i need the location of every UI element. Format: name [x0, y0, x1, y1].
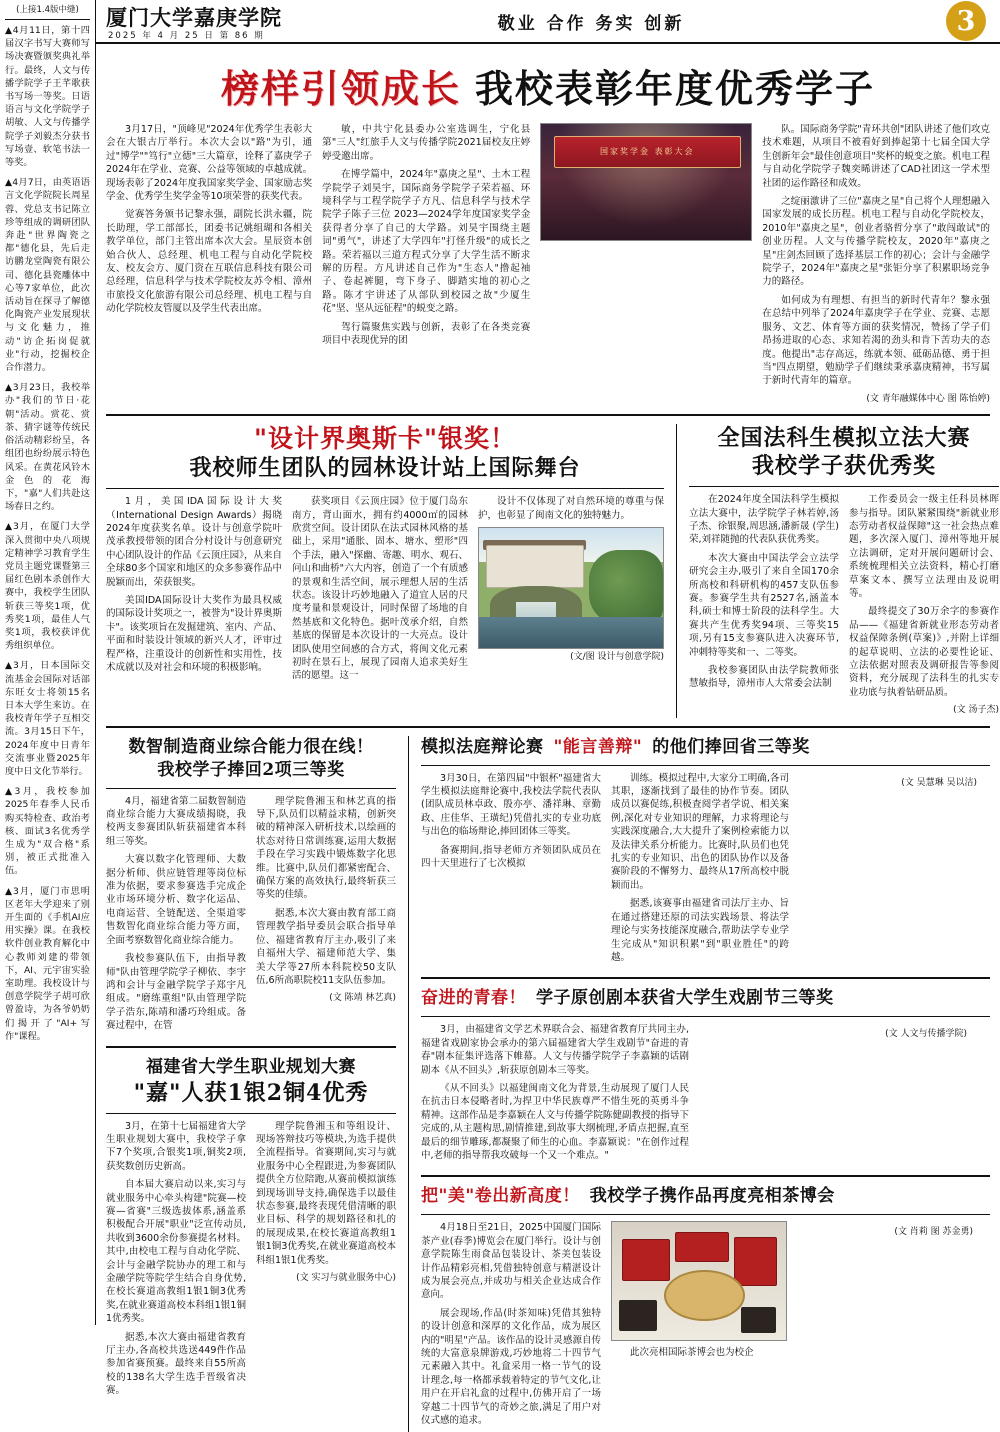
paragraph: 之绽丽激讲了三位"嘉庚之星"自己将个人理想融入国家发展的成长历程。机电工程与自动化学院校友，2010年"嘉庚之星"，创业者骆哲分享了"敢闯敢试"的创业历程。人文与传播学院校友，2020年"嘉庚之星"庄剑杰回顾了选择基层工作的初心；会计与金融学院学子，2024年"嘉庚之星"张钜分享了积累职场竞争力的路径。 — [762, 196, 990, 288]
brief-item: ▲3月23日，我校举办"我们的节日·花朝"活动。赏花、赏茶、猜字谜等传统民俗活动精彩纷呈，各组团也纷纷展示特色风采。在黄花风铃木金色的花海下，"嘉"人们共赴这场春日之约。 — [5, 382, 90, 513]
brief-item: ▲3月，厦门市思明区老年大学迎来了别开生面的《手机AI应用实操》课。在我校软件创业教育解化中心教师刘建的带领下，AI、元宇宙实验室助理。我校设计与创意学院学子胡可欣曾盈诗，为各爷奶奶们揭开了"AI+写作"课程。 — [5, 885, 90, 1042]
section-divider — [106, 726, 990, 728]
section-divider — [421, 1175, 990, 1177]
right-stack — [408, 736, 990, 1432]
byline: (文 青年融媒体中心 图 陈怡婷) — [866, 393, 990, 404]
paragraph: 此次亮相国际茶博会也为校企 — [630, 1347, 754, 1359]
brief-item: ▲3月，我校参加2025年春季人民币购买特检查、政治考核、面试3名优秀学生成为"双合格"系别，被正式批准入伍。 — [5, 786, 90, 877]
design-title-red: "设计界奥斯卡"银奖！ — [253, 424, 517, 454]
brief-item: ▲3月，在厦门大学深入贯彻中央八项规定精神学习教育学生党员主题党课暨第三届红色剧本杀创作大赛中，我校学生团队斩获三等奖1项，优秀奖1项，最佳人气奖1项，我校获评优秀组织单位。 — [5, 521, 90, 652]
paragraph: 最终提交了30万余字的参赛作品——《福建省新就业形态劳动者权益保障条例(草案)》,并附上详细的起草说明、立法的必要性论证、立法依据对照表及调研报告等参阅资料，充分展现了法科生的扎实专业功底与执着钻研品质。 — [849, 606, 999, 698]
section-divider — [421, 977, 990, 979]
paragraph: 敏，中共宁化县委办公室选调生，宁化县第"三人"红旅手人文与传播学院2021届校友庄婷婷受邀出席。 — [322, 124, 531, 162]
youth-column-1 — [421, 1023, 689, 1167]
paragraph: 4月18日至21日，2025中国厦门国际茶产业(春季)博览会在厦门举行。设计与创意学院陈生雨食品包装设计、茶美包装设计作品精彩亮相,凭借独特创意与精湛设计成为展会亮点,并成功与相关企业达成合作意向。 — [421, 1222, 601, 1301]
sidebar-header: (上接1.4版中缝) — [5, 4, 90, 20]
byline: (文 吴慧琳 吴以洁) — [901, 777, 977, 788]
paragraph: 据悉,本次大赛由教育部工商管理教学指导委员会联合指导单位、福建省教育厅主办,吸引了来自福州大学、福建师范大学、集美大学等27所本科院校50支队伍,6所高职院校11支队伍参加。 — [256, 907, 396, 986]
tea-column-2 — [611, 1221, 787, 1432]
headline-red: 榜样引领成长 — [220, 66, 461, 111]
debate-title-red: "能言善辩" — [553, 736, 643, 757]
paragraph: 在2024年度全国法科学生模拟立法大赛中，法学院学子林若婷,汤子杰、徐银聚,周思涵,潘新晟 (学生)荣,刘祥随抛的代表队获优秀奖。 — [689, 494, 839, 546]
paragraph: 我校参赛团队由法学院教师张慧敏指导，漳州市人大常委会法制 — [689, 665, 839, 690]
design-article — [106, 424, 664, 718]
masthead-slogan: 敬业 合作 务实 创新 — [497, 14, 685, 34]
garden-design-photo — [478, 527, 664, 649]
tea-title-red: 把"美"卷出新高度！ — [421, 1186, 580, 1207]
moot-column-1 — [421, 772, 601, 970]
byline: (文 实习与就业服务中心) — [296, 1273, 396, 1283]
paragraph: 获奖项目《云顶庄园》位于厦门岛东南方，背山面水，拥有约4000㎡的园林欣赏空间。设计团队在法式园林风格的基础上，采用"通胀、固本、塘水、塑形"四个手法，融入"探幽、寄趣、明水、观石、问山和曲桥"六大内容，创造了一个有质感的景观和生活空间，展示理想人居的生活状态。该设计巧妙地融入了道宜人居的尺度考量和景观设计，同时保留了场地的自然基底和文化特色。据叶茂承介绍，自然基底的保留是本次设计的一大亮点。设计团队使用空间感的合方式，将闽文化元素初时在景石上，展现了园南人追求美好生活的愿望。这一 — [292, 496, 468, 682]
paragraph: 自本届大赛启动以来,实习与就业服务中心牵头构建"院赛—校赛—省赛"三级选拔体系,涵盖系积极配合开展"职业"泛宣传动员,共收到3600余份参赛提名材料。其中,由校电工程与自动化学院、会计与金融学院协办的理工和与金融学院等院学生结合自身优势,在校长赛道高教组1银1铜3优秀奖,在就业赛道高校本科组1银1铜1优秀奖。 — [106, 1179, 246, 1325]
lead-article — [106, 123, 990, 406]
law-article — [676, 424, 999, 718]
moot-column-3 — [799, 772, 977, 970]
paragraph: 我校参赛队伍下，由指导教师"队由管理学院学子柳依、李宇鸿和会计与金融学院学子郑宇凡组成。"磨练重组"队由管理学院学子浩东,陈靖和潘巧玲组成。备赛过程中，在管 — [106, 953, 246, 1032]
tea-column-1 — [421, 1221, 601, 1432]
newspaper-logo: 厦门大学嘉庚学院 — [106, 5, 282, 30]
paragraph: 设计不仅体现了对自然环境的尊重与保护，也彰显了闽南文化的独特魅力。 — [478, 496, 664, 521]
law-column-1 — [689, 493, 839, 718]
lead-headline — [106, 58, 990, 113]
third-row — [106, 736, 990, 1432]
smart-title-2: 我校学子捧回2项三等奖 — [157, 759, 345, 780]
lead-column-1 — [106, 123, 312, 406]
paragraph: 据悉,该赛事由福建省司法厅主办、旨在通过搭建还原的司法实践场景、将法学理论与实务技能深度融合,帮助法学专业学生完成从"知识积累"到"职业胜任"的跨越。 — [611, 898, 789, 963]
youth-headline-row — [421, 987, 990, 1010]
paragraph: 理学院鲁湘玉和等组设计、现场答辩技巧等模块,为选手提供全流程指导。省赛期间,实习与就业服务中心全程跟进,为参赛团队提供全方位陪跑,从赛前模拟演练到现场训导支持,确保选手以最佳状态参赛,最终表现凭借清晰的职业目标、科学的规划路径和扎的的展现成果,在校长赛道高教组1银1铜3优秀奖,在就业赛道高校本科组1银1优秀奖。 — [256, 1120, 396, 1266]
law-column-2 — [849, 493, 999, 718]
paragraph: 4月，福建省第二届数智制造商业综合能力大赛成绩揭晓，我校两支参赛团队斩获福建省本科组三等奖。 — [106, 795, 246, 847]
smart-title-1: 数智制造商业综合能力很在线！ — [128, 736, 374, 757]
lead-column-2 — [322, 123, 530, 406]
stage-banner-text: 国家奖学金 表彰大会 — [554, 136, 741, 168]
youth-title-red: 奋进的青春！ — [421, 988, 526, 1009]
paragraph: 如何成为有理想、有担当的新时代青年？黎永强在总结中列举了2024年嘉庚学子在学业、竞赛、志愿服务、文艺、体育等方面的获奖情况，赞扬了学子们昂扬进取的心态、求知若渴的劲头和肯下苦功夫的态度。他提出"志存高远，练就本领、砥砺品德、勇于担当"四点期望，勉励学子们继续秉承嘉庚精神，书写属于新时代青年的篇章。 — [762, 294, 990, 387]
section-divider — [106, 414, 990, 416]
paragraph: 《从不回头》以福建闽南文化为背景,生动展现了厦门人民在抗击日本侵略者时,为捍卫中华民族尊严不惜生死的英勇斗争精神。这部作品是李嘉颖在人文与传播学院陈健副教授的指导下完成的,从主题构思,剧情推建,到故事大纲梳理,矛盾点把握,直至最后的细节雕琢,都凝聚了师生的心血。李嘉颖说："在创作过程中,老师的指导帮我攻破每一个又一个难点。" — [421, 1082, 689, 1161]
paragraph: 训练。模拟过程中,大家分工明确,各司其职，逐渐找到了最佳的协作节奏。团队成员以赛促练,积极査阅学者学说、相关案例,深化对专业知识的理解，力求将理论与实践深度融合,大大提升了案例检索能力以及法律关系分析能力。比赛时,队员们也凭扎实的专业知识、出色的团队协作以及备赛阶段的不懈努力、最终从17所高校中脱颖而出。 — [611, 772, 789, 891]
debate-title-black: 的他们捧回省三等奖 — [652, 736, 810, 757]
brief-item: ▲4月11日，第十四届汉字书写大赛师写场决赛暨颁奖典礼举行。最终，人文与传播学院学子王芊歌获书写场一等奖。日语语言与文化学院学子胡敏、人文与传播学院学子刘毅杰分获书写场壹、软笔书法一等奖。 — [5, 25, 90, 169]
page-number-badge: 3 — [946, 1, 986, 41]
paragraph: 本次大赛由中国法学会立法学研究会主办,吸引了来自全国170余所高校和科研机构的457支队伍参赛。参赛学生共有2527名,涵盖本科,硕士和博士阶段的法科学生。大赛共产生优秀奖94项、三等奖15项,另有15支参赛队进入决赛环节,冲刺特等奖和一、二等奖。 — [689, 552, 839, 658]
main-content — [96, 44, 1000, 1427]
byline: (文 汤子杰) — [953, 705, 999, 716]
tea-column-3 — [797, 1221, 973, 1432]
career-title-1: 福建省大学生职业规划大赛 — [146, 1056, 356, 1077]
headline-black: 我校表彰年度优秀学子 — [475, 66, 876, 111]
youth-column-2 — [699, 1023, 967, 1167]
masthead-date: 2025 年 4 月 25 日 第 86 期 — [108, 31, 265, 41]
paragraph: 3月，在第十七届福建省大学生职业规划大赛中，我校学子拿下7个奖项,合银奖1项,铜奖2项,获奖数创历史新高。 — [106, 1120, 246, 1172]
paragraph: 驾行篇聚焦实践与创新，表彰了在各类竞赛项目中表现优异的团 — [322, 321, 531, 347]
paragraph: 工作委员会一级主任科员林晖参与指导。团队紧紧围绕"新就业形态劳动者权益保障"这一社会热点难题，多次深入厦门、漳州等地开展立法调研，定对开展问题研讨会、系统梳理相关立法资料，精心打磨草案文本、撰写立法理由及说明等。 — [849, 494, 999, 599]
paragraph: 1月，美国IDA国际设计大奖（International Design Awards）揭晓2024年度获奖名单。设计与创意学院叶茂承教授带领的团合分村设计与创意研究中心团队设计的作品《云顶庄园》，从来自全球80多个国家和地区的众多参赛作品中脱颖而出，荣获银奖。 — [106, 496, 282, 588]
paragraph: 队。国际商务学院"青环共创"团队讲述了他们攻克技术难题，从项目不被看好到捧起第十七届全国大学生创新年会"最佳创意项目"奖杯的蜕变之旅。机电工程与自动化学院学子魏奕晞讲述了CAD社团这一学术型社团的运作路径和成效。 — [762, 124, 990, 189]
paragraph: 理学院鲁湘玉和林艺真的指导下,队员们以精益求精，创新突破的精神深入研析技术,以绘画的状态对待日常训练赛,运用大数据手段在学习实践中锻炼数字化思维。比赛中,队员们都紧密配合、确保方案的高效执行,最终斩获三等奖的佳绩。 — [256, 795, 396, 901]
moot-title: 模拟法庭辩论赛 — [421, 736, 544, 757]
paragraph: 3月，由福建省文学艺术界联合会、福建省教育厅共同主办,福建省戏剧家协会承办的第六届福建省大学生戏剧节"奋进的青春"剧本征集评选落下帷幕。人文与传播学院学子李嘉颖的话剧剧本《从不回头》,斩获原创剧本三等奖。 — [421, 1024, 689, 1076]
tea-products-photo — [611, 1221, 787, 1341]
section-divider — [106, 1046, 396, 1048]
career-title-2: "嘉"人获1银2铜4优秀 — [133, 1079, 369, 1106]
design-title: 我校师生团队的园林设计站上国际舞台 — [189, 455, 581, 482]
award-ceremony-photo — [540, 123, 752, 241]
paragraph: 觉赛答务颁书记黎永强，副院长洪永疆，院长助理，学工部部长，团委书记姚组瑚和各相关教学单位，部门主管出席本次大会。星辰资本创始合伙人、总经理、机电工程与自动化学院校友、校友会方、厦门资在互联信息科技有限公司总经理，信息科学与技术学院校友苏令相、漳州市旅投文化旅游有限公司总经理、机电工程与自动化学院校友管厦以及学生代表出席。 — [106, 209, 313, 315]
career-column-2 — [256, 1120, 396, 1403]
design-column-3 — [478, 495, 664, 688]
left-stack — [106, 736, 396, 1432]
paragraph: 3月17日，"顶峰见"2024年优秀学生表彰大会在大银古厅举行。本次大会以"路"为引，通过"博学""笃行"立德"三大篇章，诠释了嘉庚学子2024年在学业、竞赛、公益等领域的卓越成就。现场表彰了2024年度我国家奖学金、国家励志奖学金、优秀学生奖学金等10项荣誉的获奖代表。 — [106, 124, 313, 203]
byline: (文 陈靖 林艺真) — [329, 993, 396, 1004]
smart-column-1 — [106, 795, 246, 1038]
youth-title-black: 学子原创剧本获省大学生戏剧节三等奖 — [536, 988, 834, 1009]
law-title: 全国法科生模拟立法大赛 — [717, 425, 971, 452]
lead-column-4 — [762, 123, 990, 406]
audience-row — [548, 180, 745, 233]
paragraph: 备赛期间,指导老师方齐领团队成员在四十天里进行了七次模拟 — [421, 844, 601, 870]
tea-title-black: 我校学子携作品再度亮相茶博会 — [589, 1186, 835, 1207]
paragraph: 展会现场,作品(时茶知味)凭借其独特的设计创意和深厚的文化作品，成为展区内的"明星"产品。该作品的设计灵感源自传统的大富意泉牌游戏,巧妙地将二十四节气元素融入其中。礼盒采用一格一节气的设计理念,每一格都承载着特定的节气文化,让用户在开启礼盒的过程中,仿佛开启了一场穿越二十四节气的奇妙之旅,满足了用户对仪式感的追求。 — [421, 1307, 601, 1427]
lead-column-3 — [540, 123, 752, 406]
law-subtitle: 我校学子获优秀奖 — [751, 453, 936, 480]
brief-item: ▲3月，日本国际交流基金会国际对话部东旺女士将领15名日本大学生来访。在我校青年学子互相交流。3月15日下午，2024年度中日青年交流事业暨2025年度中日文化节举行。 — [5, 660, 90, 777]
byline: (文 人文与传播学院) — [885, 1029, 967, 1040]
brief-item: ▲4月7日，由英语语言文化学院院长周星蓉、党总支书记陈立珍等组成的调研团队奔赴"世界陶瓷之都"德化县，先后走访鹏龙堂陶瓷有限公司、德化县瓷雕体中心等7家单位，此次活动旨在探寻了解德化陶瓷产业发展现状与文化魅力，推动"访企拓岗促就业"行动，挖掘校企合作潜力。 — [5, 177, 90, 374]
second-row — [106, 424, 999, 718]
paragraph: 美国IDA国际设计大奖作为最具权威的国际设计奖项之一，被誉为"设计界奥斯卡"。该奖项旨在发掘建筑、室内、产品、平面和时装设计领域的新兴人才，评审过程严格，注重设计的创新性和实用性，技术成就以及对社会和环境的积极影响。 — [106, 594, 282, 673]
paragraph: 3月30日，在第四届"中银杯"福建省大学生模拟法庭辩论赛中,我校法学院代表队 (团队成员林卓政、殷亦亭、潘祥琳、章勤政、庄佳华、王璜纪)凭借扎实的专业功底与出色的临场辩论,捧回团体三等奖。 — [421, 772, 601, 838]
moot-headline-row — [421, 736, 990, 759]
moot-column-2 — [611, 772, 789, 970]
design-column-1 — [106, 495, 282, 688]
byline: (文 肖莉 图 苏金勇) — [894, 1227, 973, 1238]
tea-headline-row — [421, 1185, 990, 1208]
paragraph: 据悉,本次大赛由福建省教育厅主办,各高校共选送449件作品参加省赛预赛。最终来自55所高校的138名大学生选手晋级省决赛。 — [106, 1331, 246, 1397]
sidebar-briefs — [0, 0, 96, 1325]
smart-column-2 — [256, 795, 396, 1038]
career-column-1 — [106, 1120, 246, 1403]
design-column-2 — [292, 495, 468, 688]
byline: (文/图 设计与创意学院) — [570, 651, 664, 662]
paragraph: 大赛以数字化管理师、大数据分析师、供应链管理等岗位标准为依据，要求参赛选手完成企业市场环境分析、数字化运品、电商运营、全链配送、全渠道零售数智化商业综合能力等方面，全面考察数智化商业综合能力。 — [106, 854, 246, 946]
masthead — [96, 0, 1000, 44]
paragraph: 在博学篇中，2024年"嘉庚之星"、土木工程学院学子刘昊宇，国际商务学院学子荣若福、环境科学与工程学院学子方凡、信息科学与技术学院学子陈子三位 2023—2024学年度国家奖学金获得者分享了自己的大学路。刘昊宇围绕主题词"勇气"，讲述了大学四年"打怪升级"的成长之路。荣若福以三道方程式分享了大学生活不断求解的历程。方凡讲述自己作为"生态人"撸起袖子、卷起裤腿，弯下身子、脚踏实地的初心之路。陈才宇讲述了从部队到校园之故"少厦生花"坚、坚从远征程"的蜕变之路。 — [322, 169, 531, 315]
